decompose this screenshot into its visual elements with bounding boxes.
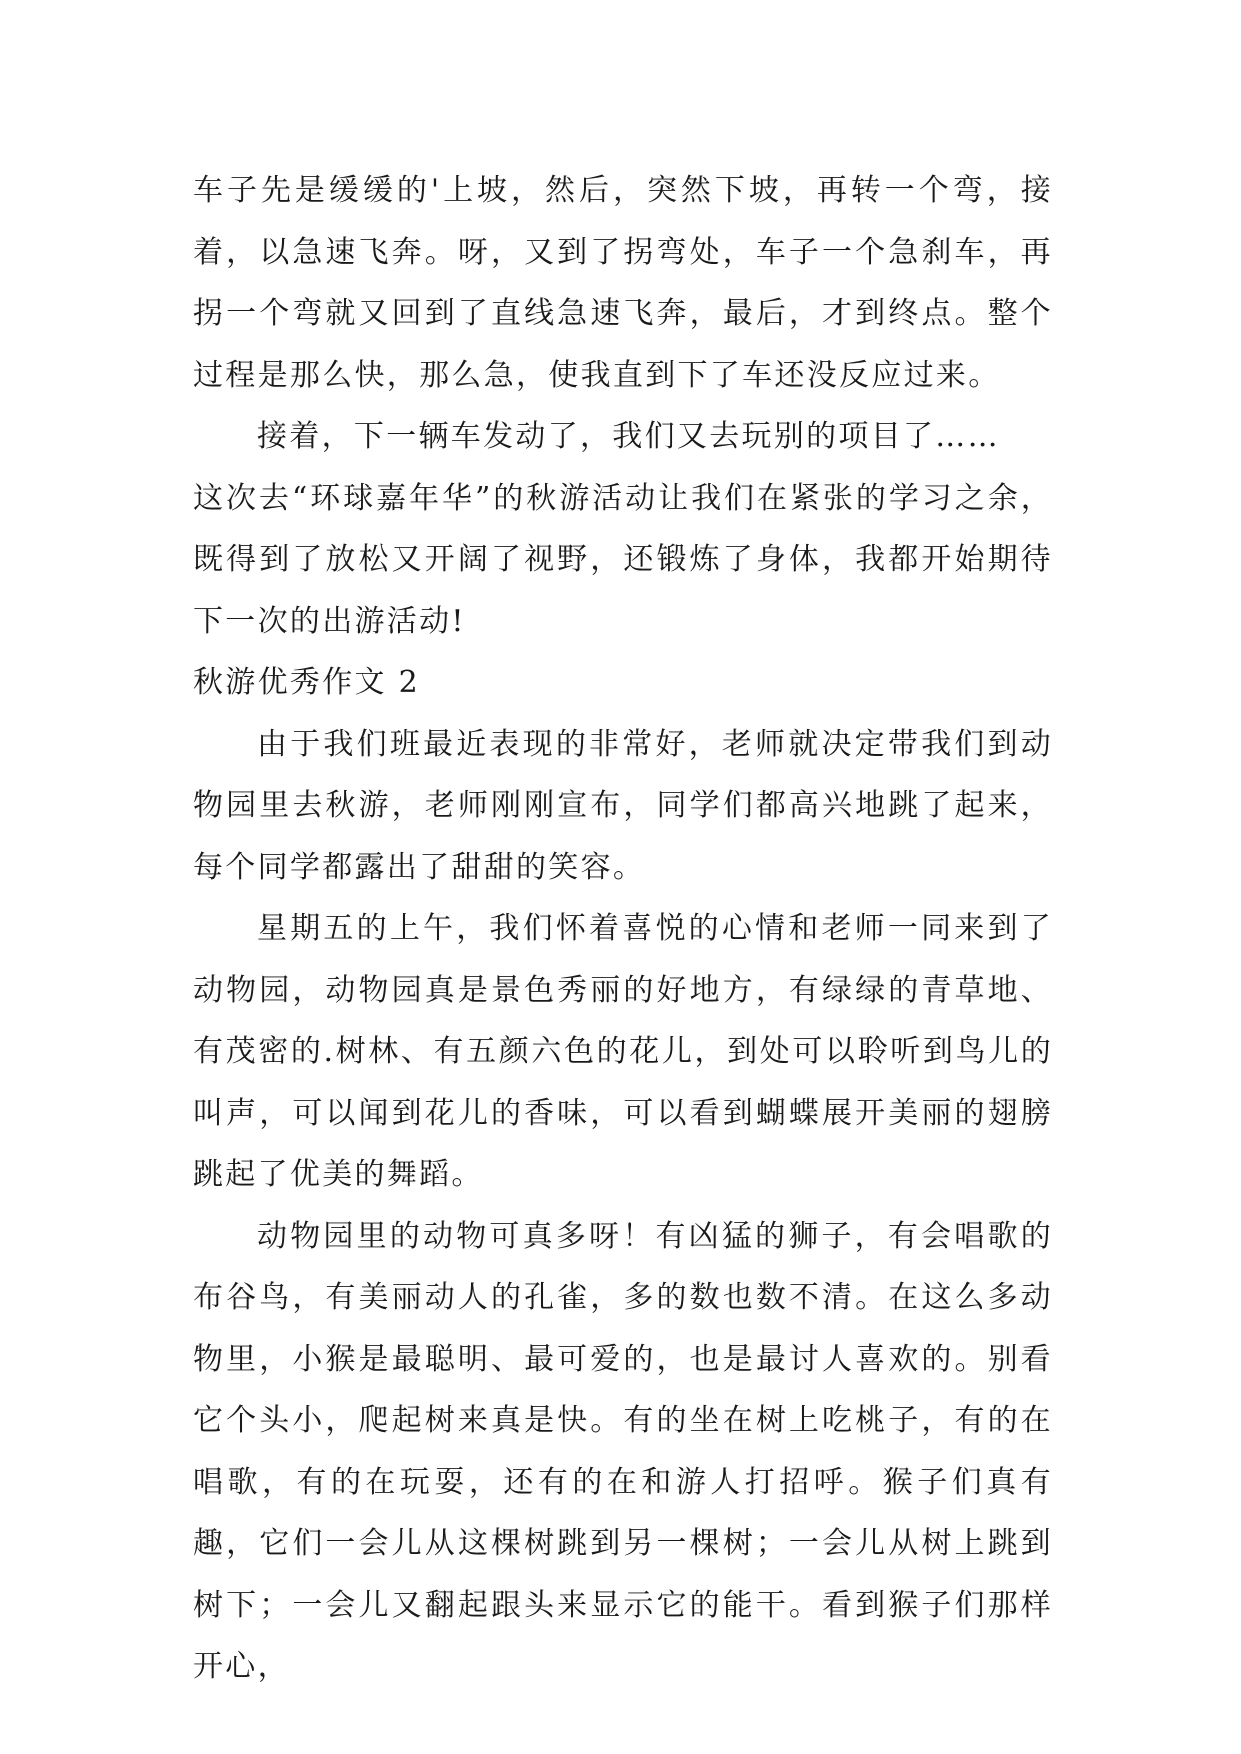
paragraph-next-ride: 接着，下一辆车发动了，我们又去玩别的项目了……: [257, 419, 1000, 454]
section-title: 秋游优秀作文 2: [193, 665, 421, 700]
paragraph-zoo-monkeys: 动物园里的动物可真多呀！有凶猛的狮子，有会唱歌的布谷鸟，有美丽动人的孔雀，多的数也数不清。在这么多动物里，小猴是最聪明、最可爱的，也是最讨人喜欢的。别看它个头小，爬起树来真是快。有的坐在树上吃桃子，有的在唱歌，有的在玩耍，还有的在和游人打招呼。猴子们真有趣，它们一会儿从这棵树跳到另一棵树；一会儿从树上跳到树下；一会儿又翻起跟头来显示它的能干。看到猴子们那样开心，: [193, 1218, 1053, 1684]
paragraph-roller-coaster: 车子先是缓缓的'上坡，然后，突然下坡，再转一个弯，接着，以急速飞奔。呀，又到了拐弯处，车子一个急刹车，再拐一个弯就又回到了直线急速飞奔，最后，才到终点。整个过程是那么快，那么急，使我直到下了车还没反应过来。: [193, 173, 1053, 393]
paragraph-conclusion: 这次去“环球嘉年华”的秋游活动让我们在紧张的学习之余，既得到了放松又开阔了视野，还锻炼了身体，我都开始期待下一次的出游活动!: [193, 480, 1053, 639]
document-page: [193, 160, 1053, 1698]
paragraph-zoo-intro: 由于我们班最近表现的非常好，老师就决定带我们到动物园里去秋游，老师刚刚宣布，同学们都高兴地跳了起来，每个同学都露出了甜甜的笑容。: [193, 726, 1053, 885]
paragraph-zoo-scenery: 星期五的上午，我们怀着喜悦的心情和老师一同来到了动物园，动物园真是景色秀丽的好地方，有绿绿的青草地、有茂密的.树林、有五颜六色的花儿，到处可以聆听到鸟儿的叫声，可以闻到花儿的香味，可以看到蝴蝶展开美丽的翅膀跳起了优美的舞蹈。: [193, 911, 1053, 1192]
